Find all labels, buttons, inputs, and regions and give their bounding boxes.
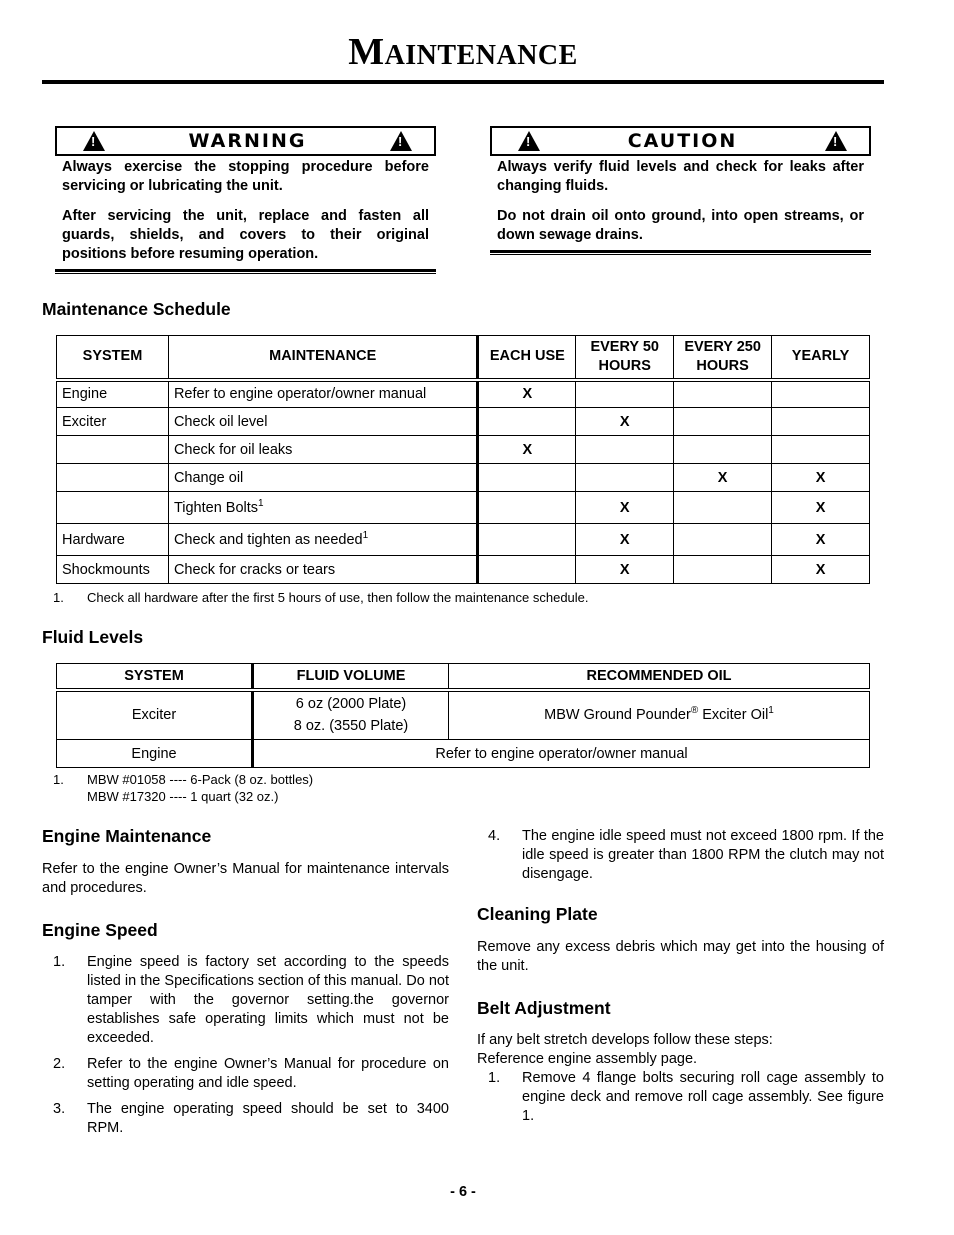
cell-250-hours <box>674 492 772 524</box>
list-item: 3. The engine operating speed should be set to 3400 RPM. <box>53 1101 449 1136</box>
table-row <box>57 436 870 464</box>
belt-adjustment-intro: If any belt stretch develops follow these steps: <box>477 1032 773 1048</box>
engine-maintenance-heading: Engine Maintenance <box>42 826 212 846</box>
cleaning-plate-heading: Cleaning Plate <box>477 904 598 924</box>
list-item: 1. Engine speed is factory set according to the speeds listed in the Specifications section of this manual. Do not tamper with the governor setting.the governor establishes safe operating limits which must not be exceeded. <box>53 954 449 1046</box>
footnote-marker: 1 <box>362 529 369 541</box>
cell-250-hours <box>674 556 772 584</box>
header-yearly: YEARLY <box>772 336 870 380</box>
table-row <box>57 524 870 556</box>
cell-250-hours <box>674 380 772 408</box>
cell-task: Refer to engine operator/owner manual <box>168 380 477 408</box>
header-system: SYSTEM <box>57 664 253 690</box>
header-maintenance: MAINTENANCE <box>168 336 477 380</box>
cell-50-hours <box>576 436 674 464</box>
fluid-footnote <box>53 771 313 805</box>
table-row <box>57 408 870 436</box>
cell-system: Exciter <box>57 690 253 740</box>
footnote-text: MBW #17320 ---- 1 quart (32 oz.) <box>87 789 279 804</box>
cell-yearly: X <box>772 556 870 584</box>
cell-each-use: X <box>478 436 576 464</box>
belt-adjustment-intro: Reference engine assembly page. <box>477 1051 698 1067</box>
footnote-number: 1. <box>53 772 64 787</box>
engine-speed-heading: Engine Speed <box>42 920 158 940</box>
cleaning-plate-text: Remove any excess debris which may get into the housing of the unit. <box>477 939 884 974</box>
left-column <box>42 826 449 1138</box>
cell-250-hours <box>674 524 772 556</box>
engine-maintenance-text: Refer to the engine Owner’s Manual for maintenance intervals and procedures. <box>42 861 449 896</box>
table-row <box>57 690 870 740</box>
schedule-footnote <box>53 589 589 606</box>
warning-triangle-icon: ! <box>390 131 412 151</box>
caution-header <box>490 126 871 156</box>
header-every-50-hours: EVERY 50 HOURS <box>576 336 674 380</box>
list-item: 4. The engine idle speed must not exceed 1800 rpm. If the idle speed is greater than 1800 RPM the clutch may not disengage. <box>488 828 884 882</box>
maintenance-schedule-table <box>56 335 870 584</box>
caution-box <box>490 126 871 255</box>
list-item: 1. Remove 4 flange bolts securing roll cage assembly to engine deck and remove roll cage assembly. See figure 1. <box>488 1070 884 1124</box>
cell-50-hours <box>576 380 674 408</box>
cell-task: Check oil level <box>168 408 477 436</box>
cell-each-use <box>478 464 576 492</box>
fluid-levels-heading: Fluid Levels <box>42 627 144 647</box>
title-rule <box>42 80 884 84</box>
cell-250-hours: X <box>674 464 772 492</box>
warning-triangle-icon: ! <box>83 131 105 151</box>
cell-yearly: X <box>772 464 870 492</box>
cell-each-use: X <box>478 380 576 408</box>
list-item: 2. Refer to the engine Owner’s Manual for procedure on setting operating and idle speed. <box>53 1056 449 1091</box>
cell-recommended-oil: MBW Ground Pounder® Exciter Oil$^1$ <box>449 690 870 740</box>
header-each-use: EACH USE <box>478 336 576 380</box>
cell-50-hours: X <box>576 556 674 584</box>
cell-system: Engine <box>57 380 169 408</box>
table-row <box>57 464 870 492</box>
cell-system <box>57 492 169 524</box>
cell-50-hours: X <box>576 492 674 524</box>
page-title: MAINTENANCE <box>348 31 578 73</box>
caution-text: Do not drain oil onto ground, into open streams, or down sewage drains. <box>497 208 864 243</box>
footnote-marker: 1 <box>768 705 774 717</box>
cell-system: Hardware <box>57 524 169 556</box>
footnote-marker: 1 <box>258 497 264 509</box>
table-row <box>57 740 870 768</box>
cell-50-hours: X <box>576 408 674 436</box>
cell-task: Change oil <box>168 464 477 492</box>
page-number: - 6 - <box>450 1184 476 1200</box>
cell-task: Check and tighten as needed$^1$ <box>168 524 477 556</box>
cell-each-use <box>478 492 576 524</box>
cell-each-use <box>478 556 576 584</box>
belt-adjustment-heading: Belt Adjustment <box>477 998 611 1018</box>
cell-task: Check for cracks or tears <box>168 556 477 584</box>
maintenance-schedule-heading: Maintenance Schedule <box>42 299 231 319</box>
cell-system <box>57 436 169 464</box>
header-recommended-oil: RECOMMENDED OIL <box>449 664 870 690</box>
cell-system: Shockmounts <box>57 556 169 584</box>
table-row <box>57 492 870 524</box>
cell-system <box>57 464 169 492</box>
footnote-text: MBW #01058 ---- 6-Pack (8 oz. bottles) <box>87 772 314 787</box>
cell-yearly: X <box>772 492 870 524</box>
cell-each-use <box>478 524 576 556</box>
cell-50-hours: X <box>576 524 674 556</box>
cell-50-hours <box>576 464 674 492</box>
caution-triangle-icon: ! <box>825 131 847 151</box>
cell-250-hours <box>674 408 772 436</box>
right-column <box>477 827 884 1126</box>
table-row <box>57 380 870 408</box>
table-header-row <box>57 336 870 380</box>
table-header-row <box>57 664 870 690</box>
cell-250-hours <box>674 436 772 464</box>
caution-triangle-icon: ! <box>518 131 540 151</box>
caution-label: CAUTION <box>627 130 738 152</box>
warning-rule <box>55 269 436 274</box>
cell-system: Engine <box>57 740 253 768</box>
header-system: SYSTEM <box>57 336 169 380</box>
warning-text: After servicing the unit, replace and fasten all guards, shields, and covers to their original positions before resuming operation. <box>62 208 429 262</box>
cell-yearly <box>772 408 870 436</box>
engine-speed-list <box>42 953 449 1138</box>
cell-each-use <box>478 408 576 436</box>
footnote-text: Check all hardware after the first 5 hours of use, then follow the maintenance schedule. <box>87 590 589 605</box>
warning-box <box>55 126 436 274</box>
cell-engine-note: Refer to engine operator/owner manual <box>253 740 870 768</box>
cell-task: Check for oil leaks <box>168 436 477 464</box>
header-fluid-volume: FLUID VOLUME <box>253 664 449 690</box>
fluid-levels-table <box>56 663 870 768</box>
cell-system: Exciter <box>57 408 169 436</box>
header-every-250-hours: EVERY 250 HOURS <box>674 336 772 380</box>
warning-header <box>55 126 436 156</box>
caution-rule <box>490 250 871 255</box>
warning-label: WARNING <box>188 130 307 152</box>
cell-task: Tighten Bolts$^1$ <box>168 492 477 524</box>
table-row <box>57 556 870 584</box>
cell-yearly: X <box>772 524 870 556</box>
caution-text: Always verify fluid levels and check for leaks after changing fluids. <box>497 159 864 194</box>
cell-fluid-volume: 6 oz (2000 Plate) 8 oz. (3550 Plate) <box>253 690 449 740</box>
cell-yearly <box>772 380 870 408</box>
warning-text: Always exercise the stopping procedure before servicing or lubricating the unit. <box>62 159 429 194</box>
cell-yearly <box>772 436 870 464</box>
footnote-number: 1. <box>53 590 64 605</box>
